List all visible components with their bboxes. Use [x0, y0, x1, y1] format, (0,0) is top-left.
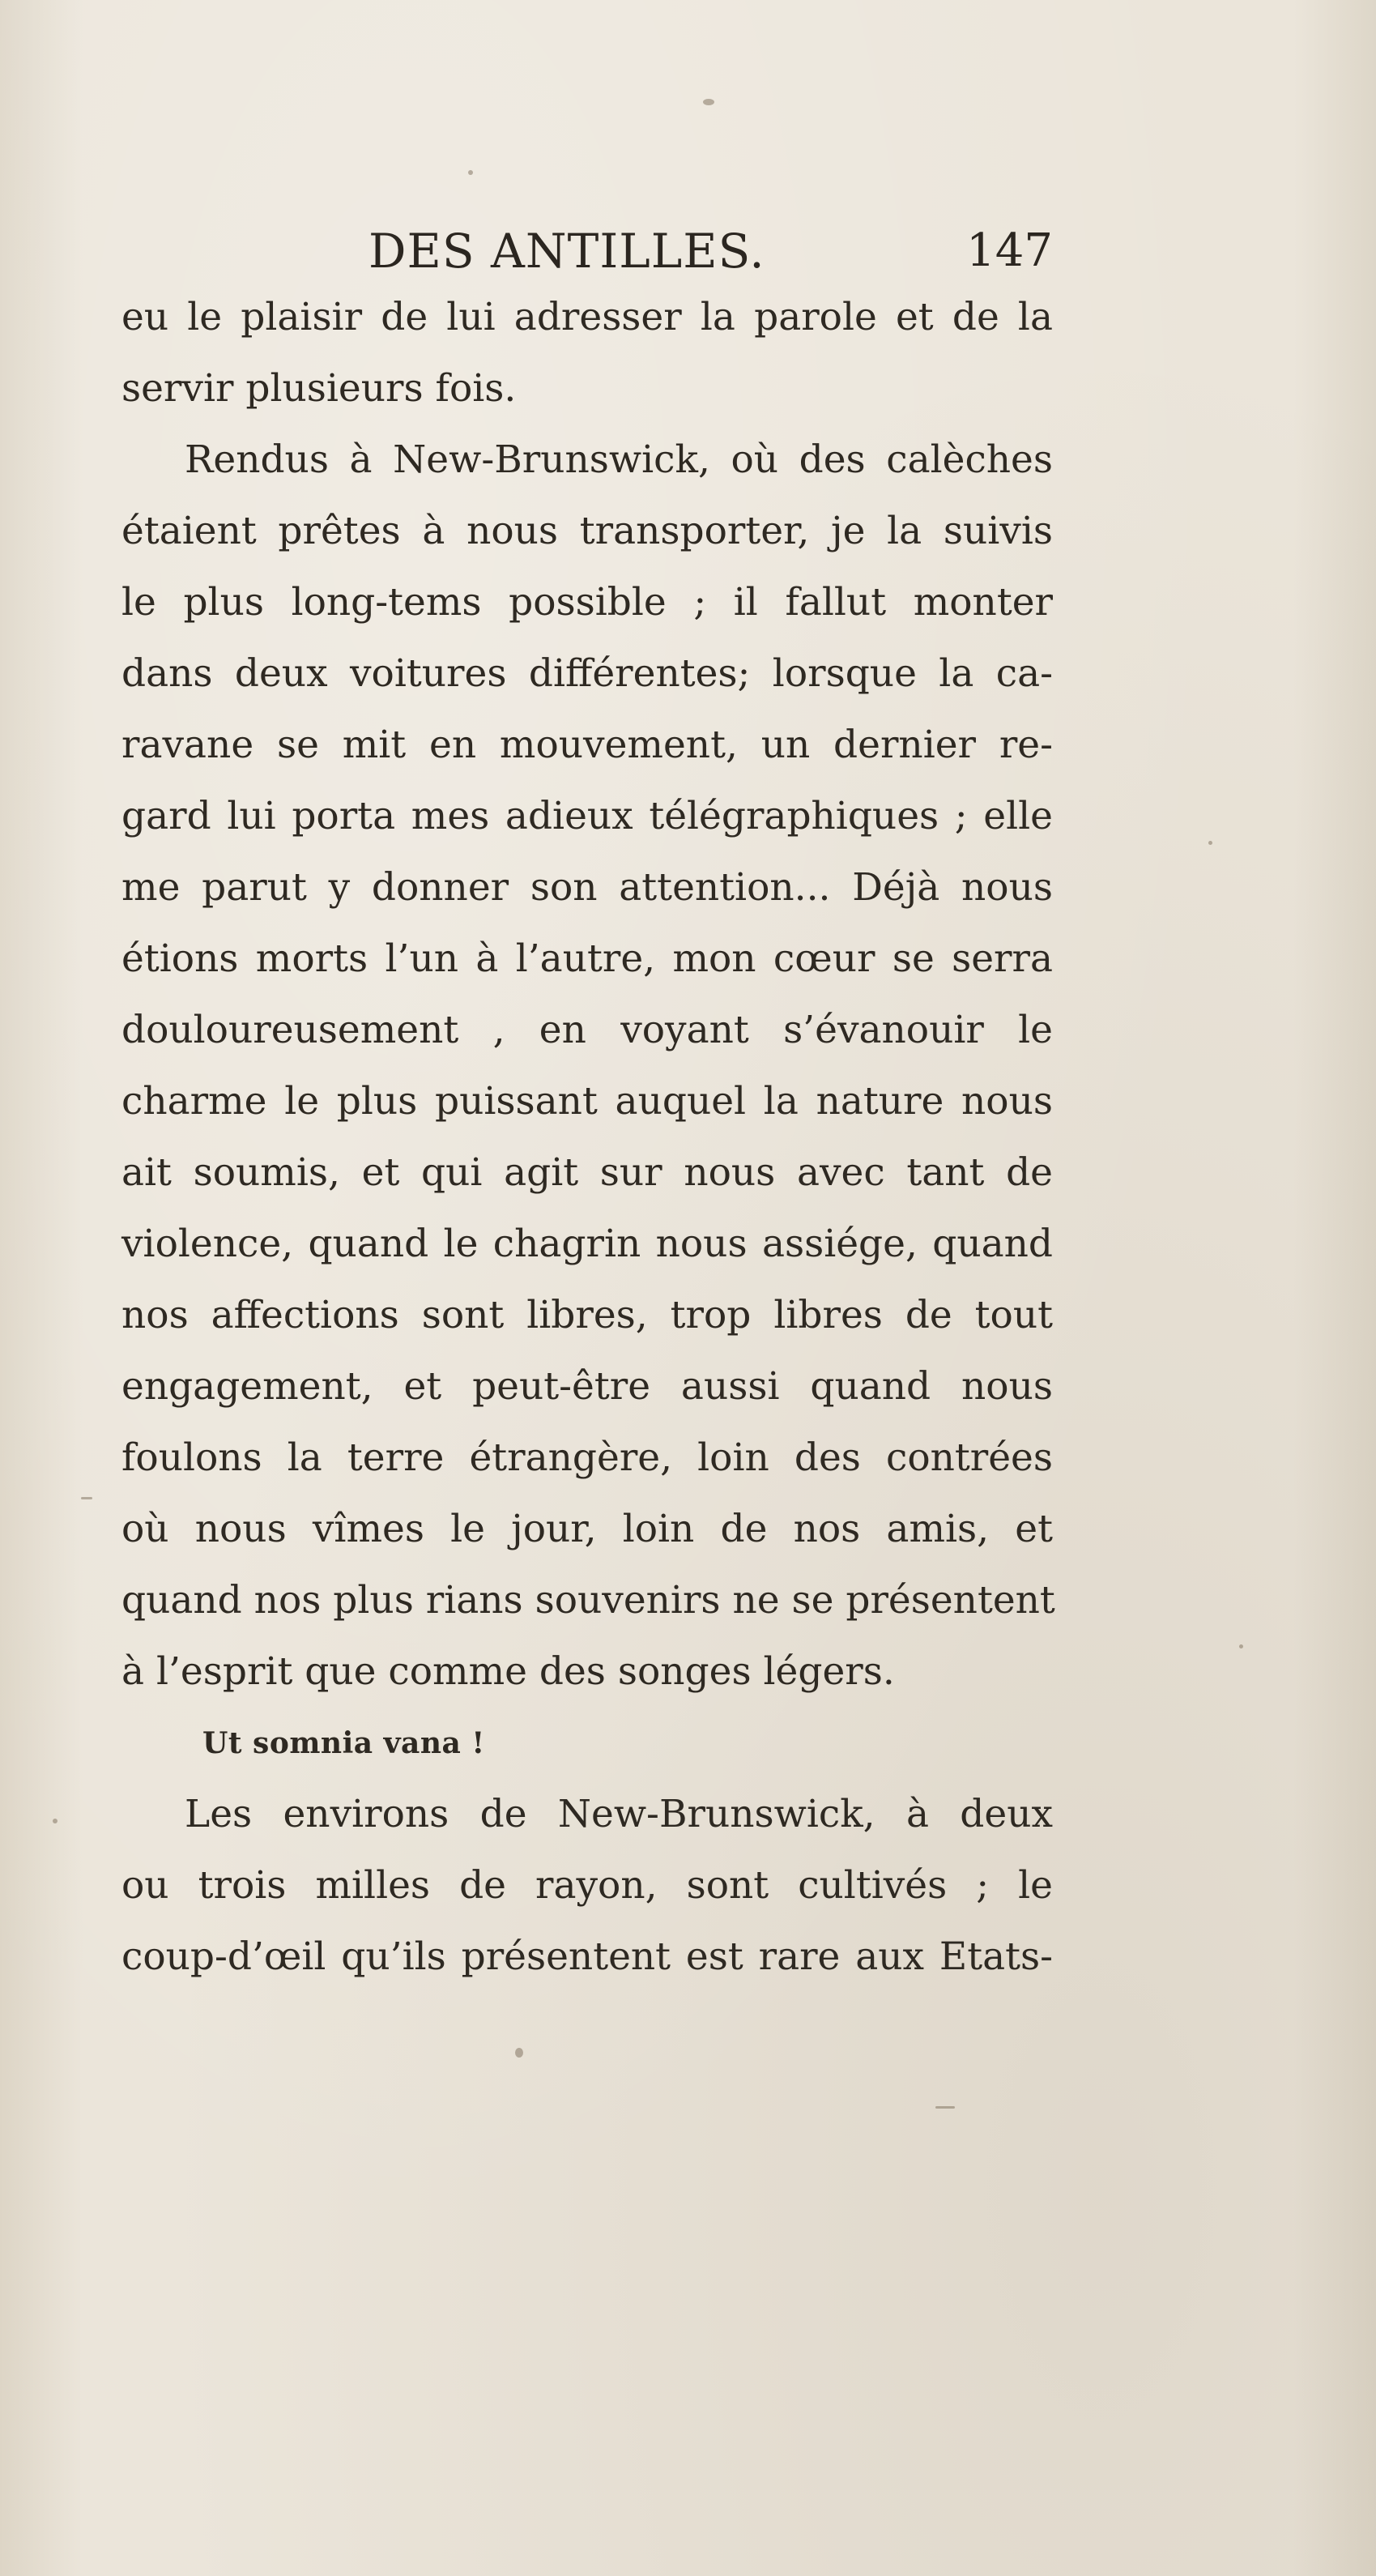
text-line: gard lui porta mes adieux télégraphiques ; elle — [121, 794, 1053, 838]
text-line: engagement, et peut-être aussi quand nous — [121, 1364, 1053, 1409]
paper-speck — [703, 99, 714, 105]
paper-speck — [1239, 1644, 1243, 1648]
paper-speck — [53, 1819, 58, 1823]
paper-speck — [515, 2048, 523, 2058]
running-head: DES ANTILLES. — [368, 224, 765, 279]
text-line: eu le plaisir de lui adresser la parole et de la — [121, 295, 1053, 339]
text-line: charme le plus puissant auquel la nature nous — [121, 1079, 1053, 1124]
text-line: douloureusement , en voyant s’évanouir le — [121, 1008, 1053, 1052]
text-line: servir plusieurs fois. — [121, 366, 517, 411]
text-line: dans deux voitures différentes; lorsque la ca- — [121, 651, 1053, 696]
text-line: ravane se mit en mouvement, un dernier re- — [121, 723, 1053, 767]
text-line: nos affections sont libres, trop libres de tout — [121, 1293, 1053, 1337]
page-number: 147 — [966, 224, 1053, 277]
text-line: étions morts l’un à l’autre, mon cœur se serra — [121, 936, 1053, 981]
text-line: coup-d’œil qu’ils présentent est rare aux Etats- — [121, 1934, 1053, 1979]
text-line: ait soumis, et qui agit sur nous avec tant de — [121, 1150, 1053, 1195]
text-line: à l’esprit que comme des songes légers. — [121, 1649, 895, 1694]
text-line: violence, quand le chagrin nous assiége, quand — [121, 1222, 1053, 1266]
text-line: Les environs de New-Brunswick, à deux — [185, 1792, 1053, 1836]
paper-speck — [1208, 841, 1212, 845]
latin-quote: Ut somnia vana ! — [202, 1726, 485, 1760]
text-line: ou trois milles de rayon, sont cultivés ; le — [121, 1863, 1053, 1908]
text-line: le plus long-tems possible ; il fallut monter — [121, 580, 1053, 625]
text-line: Rendus à New-Brunswick, où des calèches — [185, 437, 1053, 482]
text-line: me parut y donner son attention... Déjà nous — [121, 865, 1053, 910]
text-line: où nous vîmes le jour, loin de nos amis, et — [121, 1507, 1053, 1551]
page-header — [121, 219, 1053, 284]
body-text — [121, 282, 1053, 1993]
paper-speck — [468, 170, 473, 175]
text-line: foulons la terre étrangère, loin des contrées — [121, 1435, 1053, 1480]
paper-speck — [935, 2106, 955, 2109]
text-line: quand nos plus rians souvenirs ne se présentent — [121, 1578, 1055, 1623]
text-line: étaient prêtes à nous transporter, je la suivis — [121, 509, 1053, 553]
paper-speck — [81, 1497, 92, 1499]
